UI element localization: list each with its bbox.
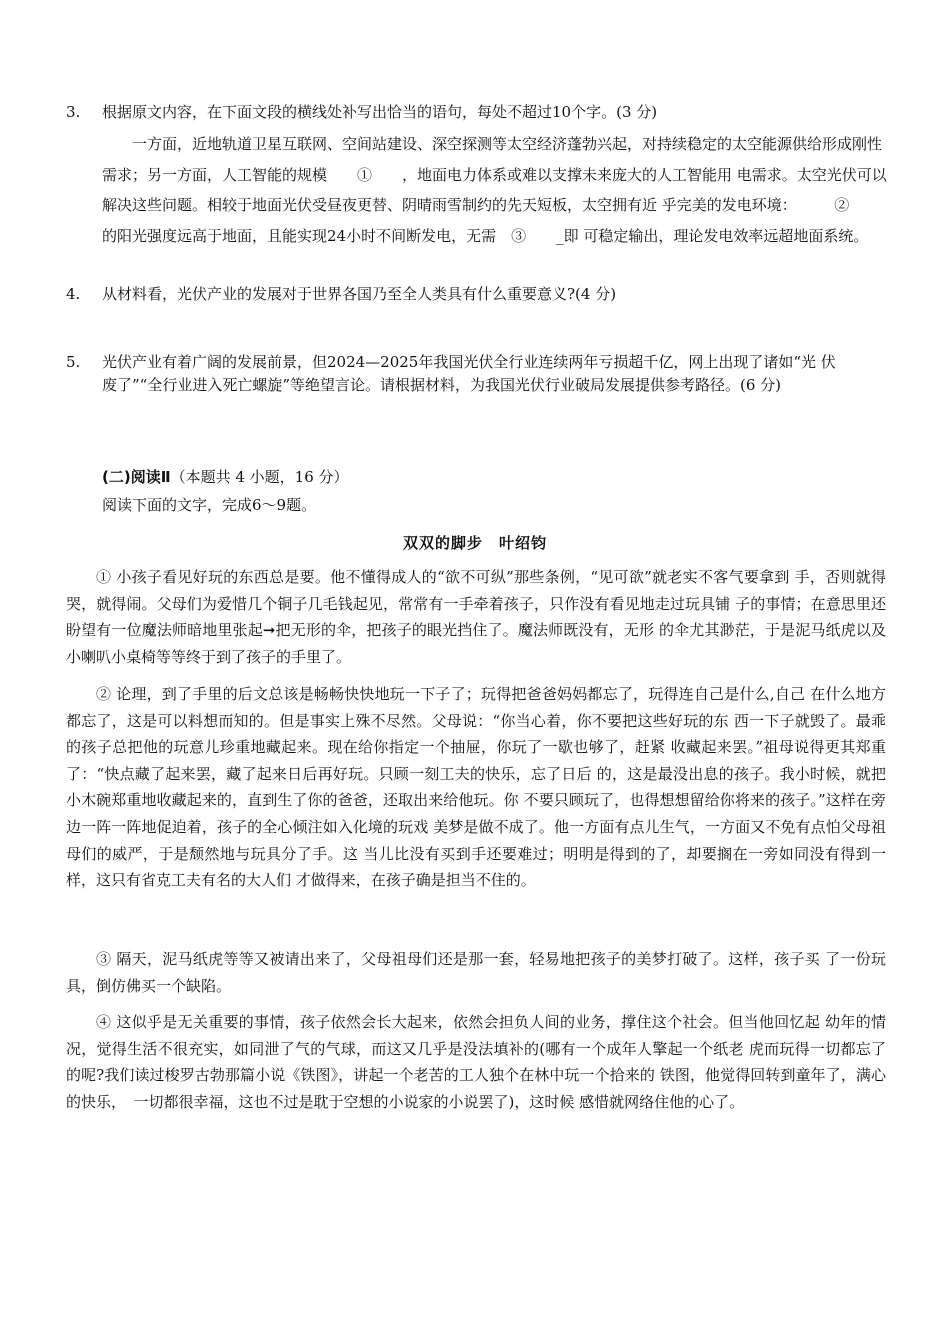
article-paragraph-4: ④ 这似乎是无关重要的事情，孩子依然会长大起来，依然会担负人间的业务，撑住这个社会。但当他回忆起 幼年的情况，觉得生活不很充实，如同泄了气的气球，而这又几乎是没法填补的(哪有一个成年人擎起一个纸老 虎而玩得一切都忘了的呢?我们读过梭罗古勃那篇小说《铁图》，讲起一个老苦的工人独个在林中玩一个拾来的 铁图，他觉得回转到童年了，满心的快乐， 一切都很幸福，这也不过是耽于空想的小说家的小说罢了)，这时候 感惜就网络住他的心了。 — [66, 1013, 886, 1111]
question-3-passage: 一方面，近地轨道卫星互联网、空间站建设、深空探测等太空经济蓬勃兴起，对持续稳定的太空能源供给形成刚性需求；另一方面，人工智能的规模 ① ，地面电力体系或难以支撑未来庞大的人工智能用 电需求。太空光伏可以解决这些问题。相较于地面光伏受昼夜更替、阴晴雨雪制约的先天短板，太空拥有近 乎完美的发电环境： ② 的阳光强度远高于地面，且能实现24小时不间断发电，无需 ③ _即 可稳定输出，理论发电效率远超地面系统。 — [102, 135, 895, 245]
question-3-number: 3. — [66, 103, 81, 121]
section-instruction: 阅读下面的文字，完成6～9题。 — [102, 496, 317, 514]
article-paragraph-1: ① 小孩子看见好玩的东西总是要。他不懂得成人的“欲不可纵”那些条例，“见可欲”就老实不客气要拿到 手，否则就得哭，就得闹。父母们为爱惜几个铜子几毛钱起见，常常有一手牵着孩子，只作没有看见地走过玩具铺 子的事情；在意思里还盼望有一位魔法师暗地里张起➞把无形的伞，把孩子的眼光挡住了。魔法师既没有，无形 的伞尤其渺茫，于是泥马纸虎以及小喇叭小桌椅等等终于到了孩子的手里了。 — [66, 568, 886, 666]
question-3-prompt: 根据原文内容，在下面文段的横线处补写出恰当的语句，每处不超过10个字。(3 分) — [102, 103, 658, 121]
section-title — [102, 466, 349, 487]
section-note: （本题共 4 小题，16 分） — [170, 468, 349, 486]
section-heading: (二)阅读Ⅱ — [102, 468, 171, 486]
article-paragraph-2: ② 论理，到了手里的后文总该是畅畅快快地玩一下子了；玩得把爸爸妈妈都忘了，玩得连自己是什么,自己 在什么地方都忘了，这是可以料想而知的。但是事实上殊不尽然。父母说：“你当心着，你不要把这些好玩的东 西一下子就毁了。最乖的孩子总把他的玩意儿珍重地藏起来。现在给你指定一个抽屉，你玩了一歇也够了，赶紧 收藏起来罢。”祖母说得更其郑重了：“快点藏了起来罢，藏了起来日后再好玩。只顾一刻工夫的快乐，忘了日后 的，这是最没出息的孩子。我小时候，就把小木碗郑重地收藏起来的，直到生了你的爸爸，还取出来给他玩。你 不要只顾玩了，也得想想留给你将来的孩子。”这样在旁边一阵一阵地促迫着，孩子的全心倾注如入化境的玩戏 美梦是做不成了。他一方面有点儿生气，一方面又不免有点怕父母祖母们的威严，于是颓然地与玩具分了手。这 当儿比没有买到手还要难过；明明是得到的了，却要搁在一旁如同没有得到一样，这只有省克工夫有名的大人们 才做得来，在孩子确是担当不住的。 — [66, 685, 886, 890]
article-paragraph-3: ③ 隔天，泥马纸虎等等又被请出来了，父母祖母们还是那一套，轻易地把孩子的美梦打破了。这样，孩子买 了一份玩具，倒仿佛买一个缺陷。 — [66, 950, 886, 995]
question-4-number: 4. — [66, 285, 81, 303]
article-title: 双双的脚步 叶绍钧 — [402, 534, 547, 552]
question-4-prompt: 从材料看，光伏产业的发展对于世界各国乃至全人类具有什么重要意义?(4 分) — [102, 285, 617, 303]
question-5-number: 5. — [66, 353, 81, 371]
question-5-prompt: 光伏产业有着广阔的发展前景，但2024—2025年我国光伏全行业连续两年亏损超千亿，网上出现了诸如“光 伏废了”“全行业进入死亡螺旋”等绝望言论。请根据材料，为我国光伏行业破局发展提供参考路径。(6 分) — [102, 353, 836, 394]
